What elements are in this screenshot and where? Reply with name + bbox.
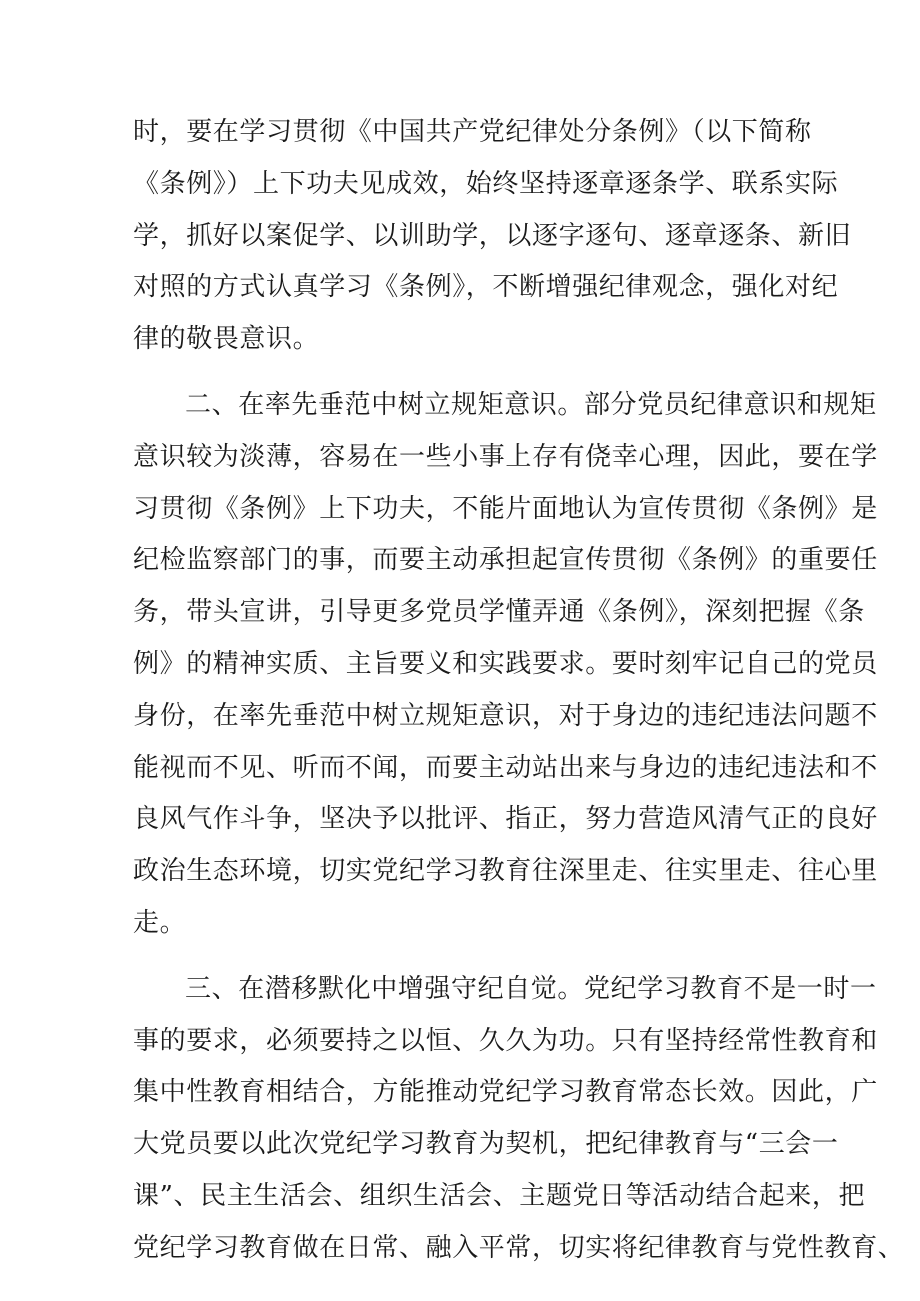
text-line: 能视而不见、听而不闻，而要主动站出来与身边的违纪违法和不	[133, 752, 878, 783]
text-line: 《条例》）上下功夫见成效，始终坚持逐章逐条学、联系实际	[133, 168, 839, 199]
text-line: 党纪学习教育做在日常、融入平常，切实将纪律教育与党性教育、	[133, 1232, 905, 1263]
paragraph-spacer	[133, 950, 793, 964]
paragraph-intro-continuation	[133, 107, 852, 366]
document-body	[133, 107, 905, 1275]
text-line: 对照的方式认真学习《条例》，不断增强纪律观念，强化对纪	[133, 272, 839, 303]
text-line: 集中性教育相结合，方能推动党纪学习教育常态长效。因此，广	[133, 1077, 878, 1108]
text-line: 例》的精神实质、主旨要义和实践要求。要时刻牢记自己的党员	[133, 648, 878, 679]
paragraph-section-three	[133, 964, 905, 1275]
text-line: 时，要在学习贯彻《中国共产党纪律处分条例》（以下简称	[133, 117, 812, 147]
text-line: 学，抓好以案促学、以训助学，以逐字逐句、逐章逐条、新旧	[133, 220, 852, 251]
text-line: 良风气作斗争，坚决予以批评、指正，努力营造风清气正的良好	[133, 804, 878, 835]
text-line: 纪检监察部门的事，而要主动承担起宣传贯彻《条例》的重要任	[133, 545, 878, 576]
text-line: 身份，在率先垂范中树立规矩意识，对于身边的违纪违法问题不	[133, 700, 878, 731]
paragraph-spacer	[133, 366, 793, 380]
paragraph-section-two	[133, 380, 878, 950]
text-line: 走。	[133, 907, 187, 938]
text-line: 政治生态环境，切实党纪学习教育往深里走、往实里走、往心里	[133, 856, 878, 887]
text-line: 意识较为淡薄，容易在一些小事上存有侥幸心理，因此，要在学	[133, 441, 878, 472]
text-line: 务，带头宣讲，引导更多党员学懂弄通《条例》，深刻把握《条	[133, 597, 865, 628]
section-heading-line: 三、在潜移默化中增强守纪自觉。党纪学习教育不是一时一	[185, 973, 877, 1004]
text-line: 大党员要以此次党纪学习教育为契机，把纪律教育与“三会一	[133, 1129, 839, 1160]
section-heading-line: 二、在率先垂范中树立规矩意识。部分党员纪律意识和规矩	[185, 389, 877, 420]
text-line: 律的敬畏意识。	[133, 324, 320, 355]
text-line: 事的要求，必须要持之以恒、久久为功。只有坚持经常性教育和	[133, 1025, 878, 1056]
text-line: 课”、民主生活会、组织生活会、主题党日等活动结合起来，把	[133, 1180, 866, 1211]
text-line: 习贯彻《条例》上下功夫，不能片面地认为宣传贯彻《条例》是	[133, 493, 878, 524]
